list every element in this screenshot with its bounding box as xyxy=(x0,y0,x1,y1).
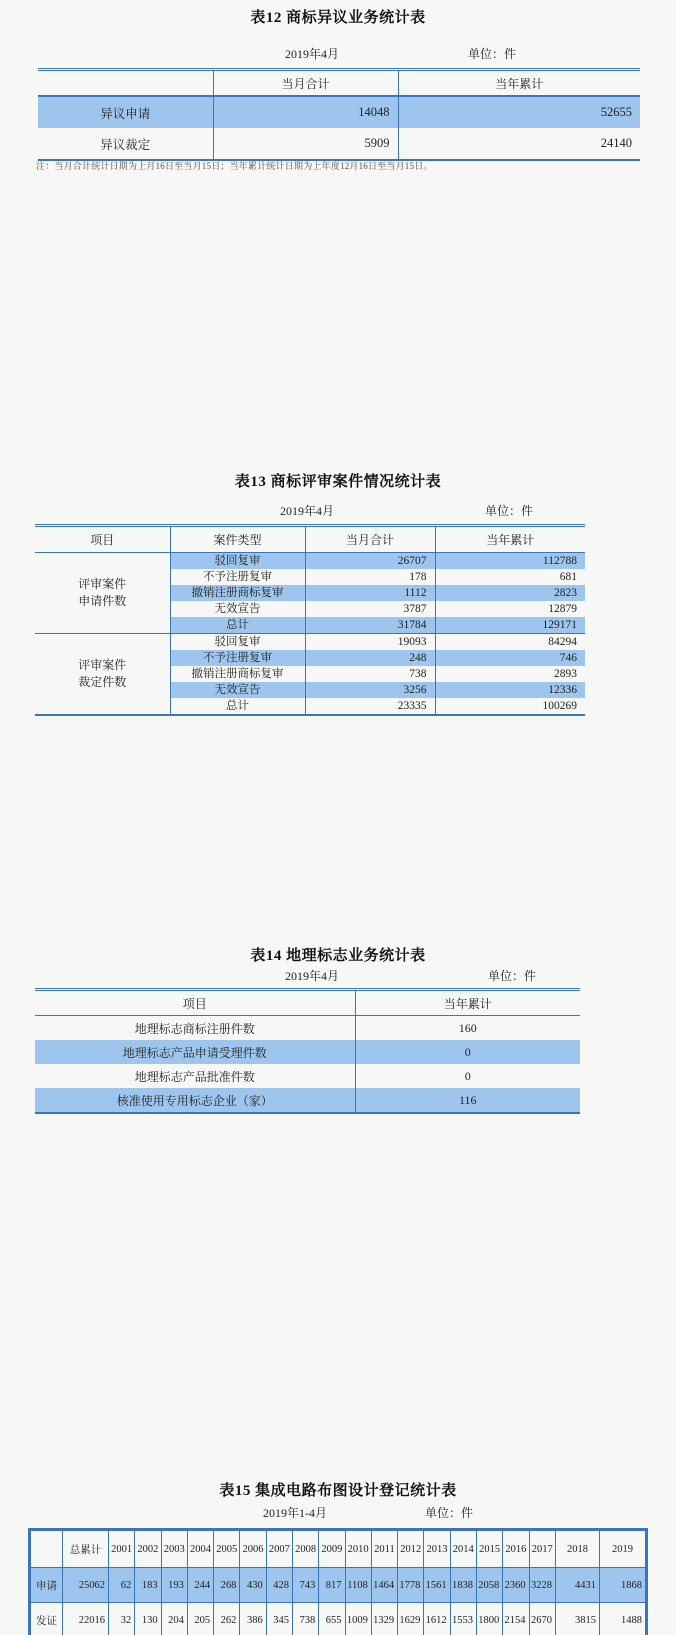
cell-value: 268 xyxy=(214,1568,240,1603)
table15 xyxy=(28,1528,648,1635)
year-header: 2017 xyxy=(529,1531,556,1568)
table13-header-month: 当月合计 xyxy=(305,527,435,553)
cell-value: 743 xyxy=(292,1568,318,1603)
year-total: 746 xyxy=(435,650,585,666)
table15-period: 2019年1-4月 xyxy=(263,1506,327,1520)
year-header: 2001 xyxy=(109,1531,135,1568)
month-total: 3787 xyxy=(305,601,435,617)
case-type: 总计 xyxy=(170,617,305,634)
table12-header-year: 当年累计 xyxy=(398,71,640,96)
table13-header-row xyxy=(35,527,585,553)
table-row xyxy=(35,1064,580,1088)
table14-title: 表14 地理标志业务统计表 xyxy=(250,948,426,964)
year-header: 2018 xyxy=(556,1531,600,1568)
table13-header-item: 项目 xyxy=(35,527,170,553)
case-type: 驳回复审 xyxy=(170,553,305,570)
table13-header-casetype: 案件类型 xyxy=(170,527,305,553)
cell-value: 4431 xyxy=(556,1568,600,1603)
cell-value: 183 xyxy=(135,1568,161,1603)
year-header: 2006 xyxy=(240,1531,266,1568)
cell-value: 262 xyxy=(214,1603,240,1635)
table12-row1-month: 5909 xyxy=(213,128,398,159)
year-total: 2893 xyxy=(435,666,585,682)
table15-header-row xyxy=(31,1531,646,1568)
table12-row1-year: 24140 xyxy=(398,128,640,159)
table13-period: 2019年4月 xyxy=(280,504,335,518)
table14-unit: 单位：件 xyxy=(488,969,537,983)
month-total: 3256 xyxy=(305,682,435,698)
month-total: 26707 xyxy=(305,553,435,570)
table15-header-empty xyxy=(31,1531,63,1568)
table14-header-row xyxy=(35,991,580,1016)
table14-row0-value: 160 xyxy=(355,1016,580,1041)
cell-value: 2058 xyxy=(476,1568,502,1603)
cell-value: 204 xyxy=(161,1603,187,1635)
table15-title: 表15 集成电路布图设计登记统计表 xyxy=(219,1483,457,1499)
table13-group1-line1: 评审案件 xyxy=(78,658,127,672)
cell-value: 386 xyxy=(240,1603,266,1635)
year-total: 129171 xyxy=(435,617,585,634)
cell-value: 1464 xyxy=(371,1568,397,1603)
table14-row2-value: 0 xyxy=(355,1064,580,1088)
table15-row1-label: 发证 xyxy=(31,1603,63,1635)
table-row xyxy=(31,1603,646,1635)
cell-value: 1553 xyxy=(450,1603,476,1635)
case-type: 撤销注册商标复审 xyxy=(170,585,305,601)
year-total: 100269 xyxy=(435,698,585,714)
cell-value: 1838 xyxy=(450,1568,476,1603)
case-type: 无效宣告 xyxy=(170,682,305,698)
cell-value: 738 xyxy=(292,1603,318,1635)
table15-header-total: 总累计 xyxy=(63,1531,109,1568)
cell-value: 2360 xyxy=(503,1568,529,1603)
table14-period: 2019年4月 xyxy=(285,969,340,983)
table14-header-year: 当年累计 xyxy=(355,991,580,1016)
cell-value: 1488 xyxy=(600,1603,646,1635)
case-type: 总计 xyxy=(170,698,305,714)
table12-row1-label: 异议裁定 xyxy=(100,137,151,152)
cell-value: 430 xyxy=(240,1568,266,1603)
table13-header-year: 当年累计 xyxy=(435,527,585,553)
cell-value: 1108 xyxy=(345,1568,371,1603)
table14-row3-value: 116 xyxy=(355,1088,580,1112)
table13 xyxy=(35,524,585,716)
cell-value: 32 xyxy=(109,1603,135,1635)
table12-unit: 单位：件 xyxy=(468,47,517,61)
cell-value: 817 xyxy=(319,1568,345,1603)
cell-value: 130 xyxy=(135,1603,161,1635)
table-row xyxy=(35,1088,580,1112)
table-row xyxy=(35,1016,580,1041)
cell-value: 244 xyxy=(187,1568,213,1603)
table14-row1-label: 地理标志产品申请受理件数 xyxy=(122,1045,267,1060)
year-header: 2011 xyxy=(371,1531,397,1568)
cell-value: 1800 xyxy=(476,1603,502,1635)
table14-row2-label: 地理标志产品批准件数 xyxy=(134,1069,255,1084)
table12-subline xyxy=(38,45,640,61)
table-row xyxy=(35,1040,580,1064)
year-header: 2014 xyxy=(450,1531,476,1568)
cell-value: 428 xyxy=(266,1568,292,1603)
cell-value: 345 xyxy=(266,1603,292,1635)
table12-title: 表12 商标异议业务统计表 xyxy=(250,10,426,26)
table-row xyxy=(35,634,585,651)
year-header: 2013 xyxy=(424,1531,450,1568)
table15-unit: 单位：件 xyxy=(425,1506,474,1520)
table14-subline xyxy=(35,967,580,983)
month-total: 1112 xyxy=(305,585,435,601)
table13-group1-label xyxy=(35,634,170,715)
table12-note: 注：当月合计统计日期为上月16日至当月15日；当年累计统计日期为上年度12月16日至当月15日。 xyxy=(36,161,433,171)
cell-value: 1561 xyxy=(424,1568,450,1603)
table13-title: 表13 商标评审案件情况统计表 xyxy=(234,474,442,490)
table13-group0-label xyxy=(35,553,170,634)
table13-group1-line2: 裁定件数 xyxy=(78,675,127,689)
year-total: 2823 xyxy=(435,585,585,601)
year-header: 2016 xyxy=(503,1531,529,1568)
table12 xyxy=(38,68,640,161)
table12-period: 2019年4月 xyxy=(285,47,340,61)
cell-value: 1009 xyxy=(345,1603,371,1635)
year-header: 2008 xyxy=(292,1531,318,1568)
table-row xyxy=(35,553,585,570)
month-total: 178 xyxy=(305,569,435,585)
table13-group0-line2: 申请件数 xyxy=(78,594,127,608)
table-row xyxy=(31,1568,646,1603)
cell-value: 62 xyxy=(109,1568,135,1603)
cell-value: 1329 xyxy=(371,1603,397,1635)
year-header: 2015 xyxy=(476,1531,502,1568)
table15-subline xyxy=(28,1504,648,1520)
cell-value: 655 xyxy=(319,1603,345,1635)
cell-value: 3228 xyxy=(529,1568,556,1603)
table-row xyxy=(38,96,640,128)
table14-header-item: 项目 xyxy=(35,991,355,1016)
case-type: 撤销注册商标复审 xyxy=(170,666,305,682)
year-header: 2012 xyxy=(398,1531,424,1568)
table14-row1-value: 0 xyxy=(355,1040,580,1064)
year-total: 112788 xyxy=(435,553,585,570)
year-total: 681 xyxy=(435,569,585,585)
table12-row0-label: 异议申请 xyxy=(100,106,151,121)
year-total: 12879 xyxy=(435,601,585,617)
table12-header-month: 当月合计 xyxy=(213,71,398,96)
table13-group0-line1: 评审案件 xyxy=(78,577,127,591)
year-header: 2019 xyxy=(600,1531,646,1568)
cell-value: 25062 xyxy=(63,1568,109,1603)
case-type: 不予注册复审 xyxy=(170,569,305,585)
cell-value: 1868 xyxy=(600,1568,646,1603)
month-total: 248 xyxy=(305,650,435,666)
month-total: 23335 xyxy=(305,698,435,714)
year-header: 2005 xyxy=(214,1531,240,1568)
table12-header-empty xyxy=(38,71,213,96)
cell-value: 22016 xyxy=(63,1603,109,1635)
table15-row0-label: 申请 xyxy=(31,1568,63,1603)
year-header: 2009 xyxy=(319,1531,345,1568)
cell-value: 1612 xyxy=(424,1603,450,1635)
table12-header-row xyxy=(38,71,640,96)
month-total: 31784 xyxy=(305,617,435,634)
table13-unit: 单位：件 xyxy=(485,504,534,518)
case-type: 无效宣告 xyxy=(170,601,305,617)
table-row xyxy=(38,128,640,159)
cell-value: 3815 xyxy=(556,1603,600,1635)
table14-row3-label: 核准使用专用标志企业（家） xyxy=(116,1093,273,1108)
table14-row0-label: 地理标志商标注册件数 xyxy=(134,1021,255,1036)
table12-row0-month: 14048 xyxy=(213,96,398,128)
year-header: 2002 xyxy=(135,1531,161,1568)
cell-value: 2154 xyxy=(503,1603,529,1635)
table14 xyxy=(35,988,580,1114)
year-header: 2004 xyxy=(187,1531,213,1568)
case-type: 驳回复审 xyxy=(170,634,305,651)
cell-value: 1629 xyxy=(398,1603,424,1635)
year-header: 2007 xyxy=(266,1531,292,1568)
month-total: 738 xyxy=(305,666,435,682)
year-header: 2003 xyxy=(161,1531,187,1568)
cell-value: 2670 xyxy=(529,1603,556,1635)
case-type: 不予注册复审 xyxy=(170,650,305,666)
year-total: 84294 xyxy=(435,634,585,651)
cell-value: 193 xyxy=(161,1568,187,1603)
cell-value: 1778 xyxy=(398,1568,424,1603)
month-total: 19093 xyxy=(305,634,435,651)
table13-subline xyxy=(35,502,585,518)
cell-value: 205 xyxy=(187,1603,213,1635)
table12-row0-year: 52655 xyxy=(398,96,640,128)
year-total: 12336 xyxy=(435,682,585,698)
year-header: 2010 xyxy=(345,1531,371,1568)
